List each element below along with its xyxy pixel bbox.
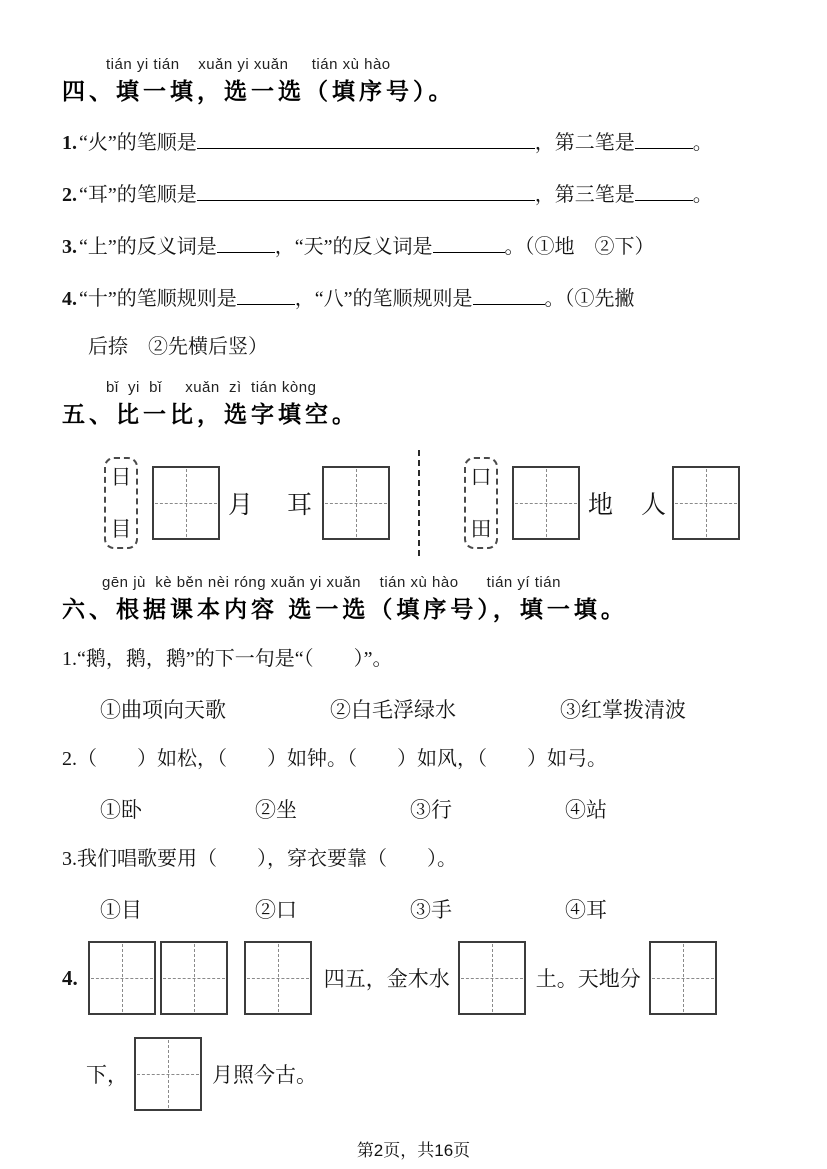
option-item: ③行 <box>410 798 452 822</box>
question-4-4-continuation: 后捺 ②先横后竖） <box>88 336 268 358</box>
choice-character: 田 <box>470 517 492 541</box>
question-text: 。 <box>692 184 713 206</box>
answer-blank <box>473 283 545 305</box>
section4-title: 四、填一填，选一选（填序号）。 <box>62 78 456 104</box>
word-character: 地 <box>588 492 614 519</box>
word-character: 耳 <box>287 492 313 519</box>
question-4-2 <box>62 179 767 209</box>
question-text: 。（①地 ②下） <box>504 236 655 258</box>
question-text: ，第二笔是 <box>534 132 635 154</box>
question-text: 。 <box>692 132 713 154</box>
choice-character: 口 <box>470 465 492 489</box>
question-text: 土。天地分 <box>535 967 641 991</box>
option-item: ④站 <box>565 798 607 822</box>
option-item: ④耳 <box>565 898 607 922</box>
question-6-3: 3.我们唱歌要用（ ），穿衣要靠（ ）。 <box>62 848 457 870</box>
compare-fill-row <box>62 448 767 558</box>
question-text: ，第三笔是 <box>534 184 635 206</box>
question-6-4 <box>62 939 767 1017</box>
writing-grid-box <box>244 941 312 1015</box>
question-number: 3. <box>62 236 77 258</box>
footer-page-number: 第2页，共16页 <box>356 1141 471 1160</box>
question-text: 。（①先撇 <box>544 288 635 310</box>
question-4-4 <box>62 283 767 313</box>
writing-grid-box <box>512 466 580 540</box>
question-number: 1. <box>62 132 77 154</box>
question-6-2: 2.（ ）如松，（ ）如钟。（ ）如风，（ ）如弓。 <box>62 748 607 770</box>
answer-blank <box>197 179 535 201</box>
question-number: 4. <box>62 965 78 990</box>
question-text: “火”的笔顺是 <box>79 132 197 154</box>
choice-box-left <box>104 457 138 549</box>
choice-character: 日 <box>110 465 132 489</box>
question-6-4-line2 <box>86 1035 767 1113</box>
question-number: 4. <box>62 288 77 310</box>
question-4-3 <box>62 231 767 261</box>
choice-character: 目 <box>110 517 132 541</box>
answer-blank <box>217 231 275 253</box>
writing-grid-box <box>322 466 390 540</box>
section4-pinyin: tián yi tián xuǎn yi xuǎn tián xù hào <box>106 56 391 73</box>
section5-title: 五、比一比，选字填空。 <box>62 401 359 427</box>
question-4-1 <box>62 127 767 157</box>
writing-grid-box <box>649 941 717 1015</box>
question-text: “耳”的笔顺是 <box>79 184 197 206</box>
question-text: “上”的反义词是 <box>79 236 217 258</box>
options-row <box>62 697 767 723</box>
options-row <box>62 797 767 823</box>
word-character: 人 <box>641 492 667 519</box>
answer-blank <box>635 179 693 201</box>
answer-blank <box>237 283 295 305</box>
answer-blank <box>197 127 535 149</box>
writing-grid-box <box>152 466 220 540</box>
option-item: ③手 <box>410 898 452 922</box>
word-character: 月 <box>228 492 254 519</box>
section6-pinyin: gēn jù kè běn nèi róng xuǎn yi xuǎn tián xù hào tián yí tián <box>102 574 561 591</box>
question-text: ，“天”的反义词是 <box>274 236 433 258</box>
question-text: ，“八”的笔顺规则是 <box>294 288 473 310</box>
question-text: “十”的笔顺规则是 <box>79 288 237 310</box>
option-item: ②白毛浮绿水 <box>330 698 456 722</box>
options-row <box>62 897 767 923</box>
question-6-1: 1.“鹅，鹅，鹅”的下一句是“（ ）”。 <box>62 648 393 670</box>
answer-blank <box>433 231 505 253</box>
option-item: ①曲项向天歌 <box>100 698 226 722</box>
choice-box-right <box>464 457 498 549</box>
writing-grid-box <box>458 941 526 1015</box>
option-item: ②坐 <box>255 798 297 822</box>
option-item: ②口 <box>255 898 297 922</box>
section5-pinyin: bǐ yi bǐ xuǎn zì tián kòng <box>106 379 317 396</box>
divider-dashed-line <box>418 450 420 556</box>
writing-grid-box <box>672 466 740 540</box>
answer-blank <box>635 127 693 149</box>
option-item: ③红掌拨清波 <box>560 698 686 722</box>
writing-grid-box <box>134 1037 202 1111</box>
option-item: ①目 <box>100 898 142 922</box>
section6-title: 六、根据课本内容 选一选（填序号），填一填。 <box>62 596 628 622</box>
question-text: 四五，金木水 <box>323 967 450 991</box>
question-text: 月照今古。 <box>212 1063 317 1087</box>
writing-grid-box <box>88 941 156 1015</box>
question-text: 下， <box>86 1063 128 1087</box>
option-item: ①卧 <box>100 798 142 822</box>
writing-grid-box <box>160 941 228 1015</box>
question-number: 2. <box>62 184 77 206</box>
